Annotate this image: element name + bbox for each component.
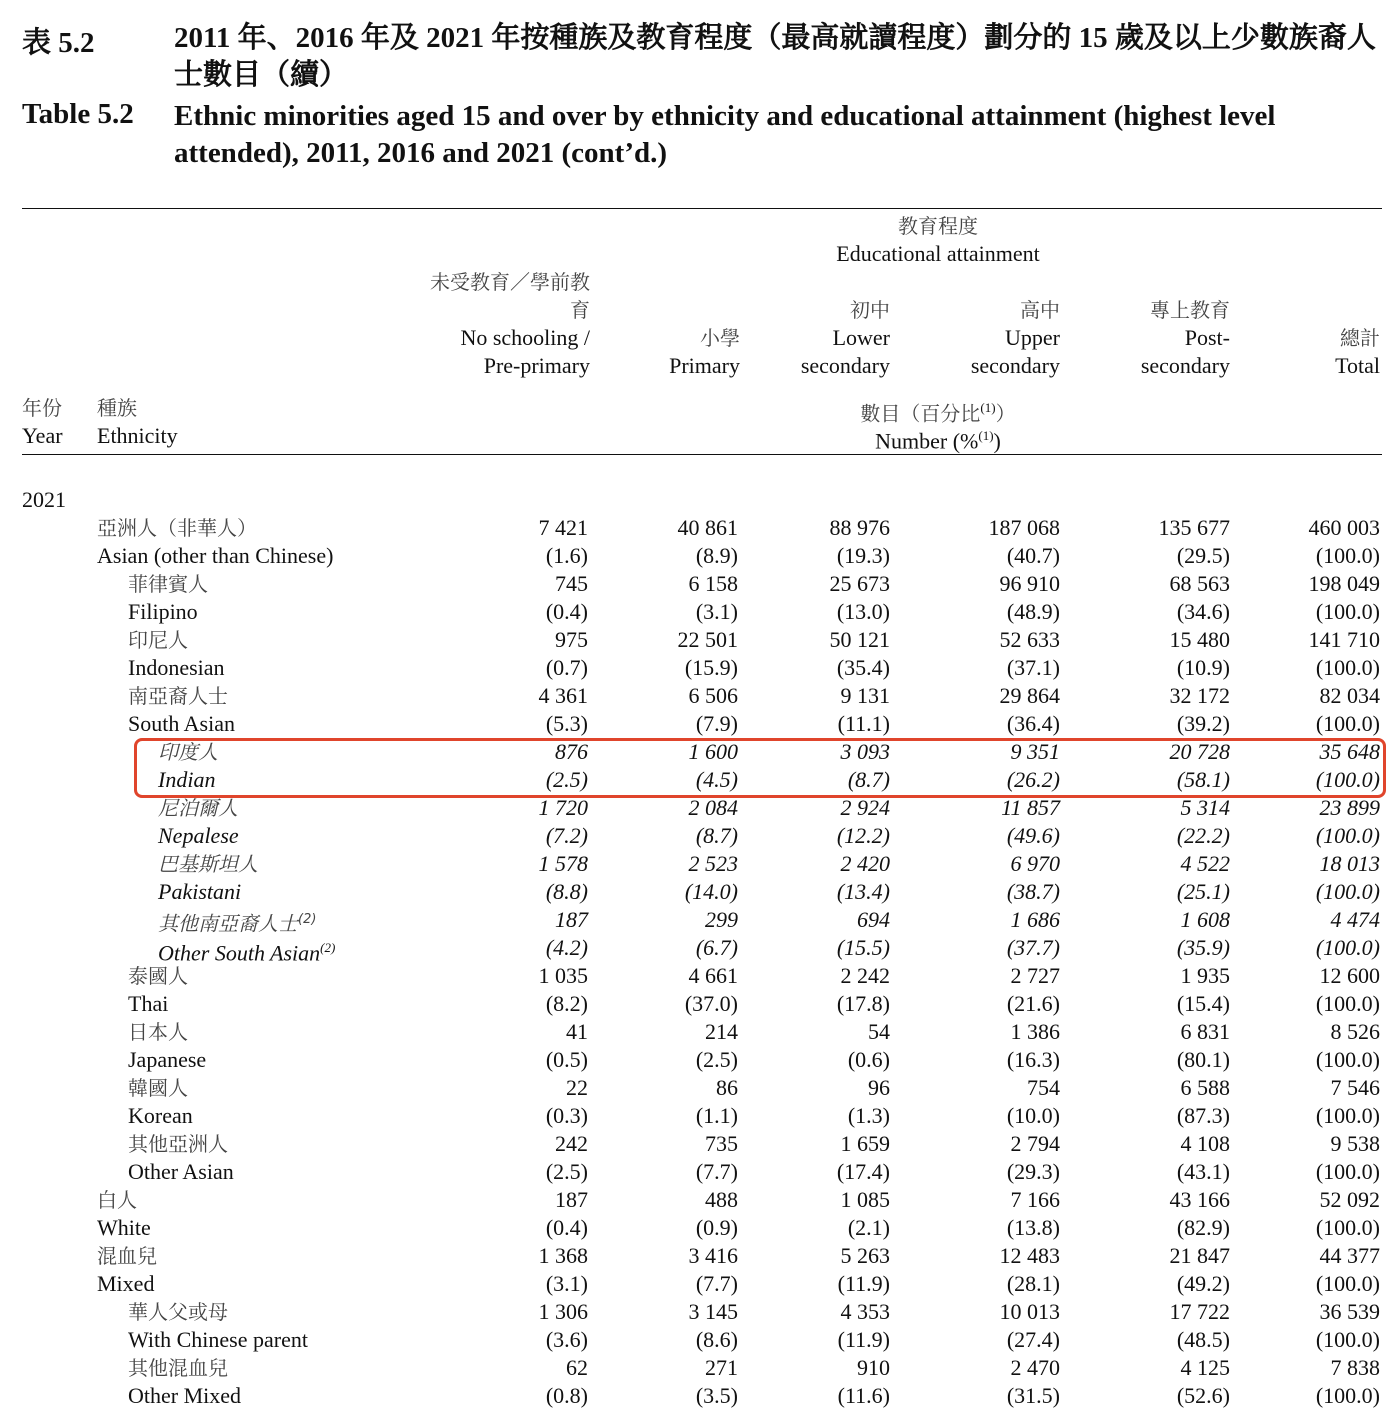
cell-percent: (21.6) — [1006, 991, 1060, 1016]
cell-number: 41 — [566, 1019, 588, 1044]
cell-percent: (29.3) — [1006, 1159, 1060, 1184]
table-title-zh-text: 2011 年、2016 年及 2021 年按種族及教育程度（最高就讀程度）劃分的 15 歲及以上少數族裔人士數目（續） — [174, 22, 1376, 91]
cell-number: 4 108 — [1180, 1131, 1230, 1156]
cell-number: 3 093 — [840, 739, 890, 764]
col-header-en1-4: Upper — [1005, 325, 1060, 350]
ethnicity-label-en: Pakistani — [158, 879, 242, 904]
cell-number: 86 — [716, 1075, 738, 1100]
cell-percent: (0.8) — [545, 1383, 588, 1408]
cell-percent: (8.8) — [545, 879, 588, 904]
table-row-percent — [0, 1326, 1400, 1354]
cell-percent: (38.7) — [1006, 879, 1060, 904]
col-header-zh-3: 初中 — [850, 298, 890, 322]
ethnicity-label-en: Filipino — [128, 599, 198, 624]
cell-number: 6 506 — [688, 683, 738, 708]
cell-number: 9 538 — [1330, 1131, 1380, 1156]
ethnicity-header-en: Ethnicity — [97, 423, 178, 448]
cell-number: 135 677 — [1158, 515, 1230, 540]
cell-number: 6 831 — [1180, 1019, 1230, 1044]
cell-number: 6 158 — [688, 571, 738, 596]
cell-number: 694 — [857, 907, 890, 932]
cell-percent: (19.3) — [836, 543, 890, 568]
cell-number: 22 — [566, 1075, 588, 1100]
table-row-percent — [0, 766, 1400, 794]
table-row-number — [0, 850, 1400, 878]
table-row-percent — [0, 542, 1400, 570]
cell-percent: (28.1) — [1006, 1271, 1060, 1296]
cell-number: 21 847 — [1169, 1243, 1230, 1268]
ethnicity-label-en: Other Asian — [128, 1159, 234, 1184]
cell-percent: (31.5) — [1006, 1383, 1060, 1408]
cell-percent: (2.1) — [847, 1215, 890, 1240]
cell-percent: (1.3) — [847, 1103, 890, 1128]
table-row-percent — [0, 1046, 1400, 1074]
table-row-percent — [0, 822, 1400, 850]
top-rule — [22, 208, 1382, 209]
table-row-number — [0, 738, 1400, 766]
cell-number: 214 — [705, 1019, 738, 1044]
cell-percent: (100.0) — [1315, 543, 1380, 568]
col-header-zh-1: 未受教育／學前教育 — [430, 270, 590, 322]
table-title-zh — [22, 20, 1382, 94]
table-row-number — [0, 570, 1400, 598]
cell-number: 2 242 — [840, 963, 890, 988]
cell-percent: (40.7) — [1006, 543, 1060, 568]
cell-number: 25 673 — [829, 571, 890, 596]
ethnicity-label-en: Mixed — [97, 1271, 155, 1296]
table-row-number — [0, 794, 1400, 822]
cell-percent: (100.0) — [1315, 1215, 1380, 1240]
cell-percent: (15.5) — [836, 935, 890, 960]
cell-number: 3 416 — [688, 1243, 738, 1268]
cell-percent: (48.5) — [1176, 1327, 1230, 1352]
ethnicity-label-en: South Asian — [128, 711, 235, 736]
cell-percent: (100.0) — [1315, 1047, 1380, 1072]
cell-percent: (3.1) — [695, 599, 738, 624]
unit-header-zh: 數目（百分比$^{(1)}$） — [860, 400, 1016, 426]
ethnicity-label-zh: 亞洲人（非華人） — [97, 516, 257, 540]
cell-number: 43 166 — [1169, 1187, 1230, 1212]
cell-percent: (2.5) — [545, 767, 588, 792]
cell-percent: (11.9) — [837, 1327, 890, 1352]
cell-percent: (58.1) — [1176, 767, 1230, 792]
cell-number: 10 013 — [999, 1299, 1060, 1324]
table-row-percent — [0, 990, 1400, 1018]
cell-number: 7 546 — [1330, 1075, 1380, 1100]
cell-percent: (8.7) — [847, 767, 890, 792]
cell-number: 20 728 — [1169, 739, 1230, 764]
cell-percent: (52.6) — [1176, 1383, 1230, 1408]
cell-number: 1 578 — [538, 851, 588, 876]
cell-number: 1 085 — [840, 1187, 890, 1212]
cell-percent: (14.0) — [684, 879, 738, 904]
cell-percent: (37.7) — [1006, 935, 1060, 960]
table-row-percent — [0, 710, 1400, 738]
table-row-percent — [0, 598, 1400, 626]
cell-number: 1 600 — [688, 739, 738, 764]
table-row-number — [0, 682, 1400, 710]
cell-number: 1 935 — [1180, 963, 1230, 988]
cell-number: 2 924 — [840, 795, 890, 820]
table-row-percent — [0, 1158, 1400, 1186]
cell-percent: (0.6) — [847, 1047, 890, 1072]
cell-number: 22 501 — [677, 627, 738, 652]
cell-number: 82 034 — [1319, 683, 1380, 708]
ethnicity-label-zh: 其他亞洲人 — [128, 1132, 228, 1156]
cell-number: 4 353 — [840, 1299, 890, 1324]
ethnicity-label-en: Asian (other than Chinese) — [97, 543, 334, 568]
cell-percent: (3.6) — [545, 1327, 588, 1352]
cell-percent: (11.6) — [837, 1383, 890, 1408]
cell-percent: (39.2) — [1176, 711, 1230, 736]
ethnicity-label-en: White — [97, 1215, 151, 1240]
cell-percent: (37.1) — [1006, 655, 1060, 680]
ethnicity-label-zh: 巴基斯坦人 — [158, 852, 258, 876]
col-header-en2-6: Total — [1335, 353, 1380, 378]
col-header-zh-5: 專上教育 — [1150, 298, 1230, 322]
cell-percent: (0.7) — [545, 655, 588, 680]
table-row-percent — [0, 934, 1400, 966]
table-title-en-text: Ethnic minorities aged 15 and over by ethnicity and educational attainment (highest level attended), 2011, 2016 and 2021 (cont’d.) — [174, 100, 1276, 169]
cell-number: 6 970 — [1010, 851, 1060, 876]
cell-number: 745 — [555, 571, 588, 596]
cell-percent: (49.2) — [1176, 1271, 1230, 1296]
ethnicity-label-zh: 華人父或母 — [128, 1300, 228, 1324]
cell-number: 910 — [857, 1355, 890, 1380]
cell-number: 271 — [705, 1355, 738, 1380]
note-mark-1: (1) — [980, 400, 996, 415]
cell-number: 88 976 — [829, 515, 890, 540]
cell-number: 54 — [868, 1019, 890, 1044]
cell-percent: (13.8) — [1006, 1215, 1060, 1240]
cell-percent: (16.3) — [1006, 1047, 1060, 1072]
cell-percent: (13.4) — [836, 879, 890, 904]
table-row-number — [0, 1130, 1400, 1158]
cell-percent: (100.0) — [1315, 1271, 1380, 1296]
table-number-en: Table 5.2 — [22, 98, 134, 130]
cell-percent: (100.0) — [1315, 655, 1380, 680]
table-row-number — [0, 514, 1400, 542]
cell-percent: (1.1) — [695, 1103, 738, 1128]
cell-number: 52 092 — [1319, 1187, 1380, 1212]
ethnicity-label-zh: 混血兒 — [97, 1244, 157, 1268]
col-header-en2-1: Pre-primary — [483, 353, 590, 378]
cell-number: 4 474 — [1330, 907, 1380, 932]
cell-percent: (100.0) — [1315, 935, 1380, 960]
cell-number: 15 480 — [1169, 627, 1230, 652]
col-header-en2-2: Primary — [669, 353, 740, 378]
cell-number: 8 526 — [1330, 1019, 1380, 1044]
ethnicity-header-zh: 種族 — [97, 396, 137, 420]
unit-header-en: Number (%$^{(1)}$) — [875, 428, 1001, 454]
cell-number: 29 864 — [999, 683, 1060, 708]
cell-percent: (11.9) — [837, 1271, 890, 1296]
cell-number: 52 633 — [999, 627, 1060, 652]
col-header-zh-4: 高中 — [1020, 298, 1060, 322]
cell-number: 1 608 — [1180, 907, 1230, 932]
cell-number: 1 720 — [538, 795, 588, 820]
cell-percent: (100.0) — [1315, 767, 1380, 792]
cell-percent: (1.6) — [545, 543, 588, 568]
cell-percent: (35.4) — [836, 655, 890, 680]
ethnicity-label-en: Indian — [158, 767, 216, 792]
cell-number: 23 899 — [1319, 795, 1380, 820]
cell-number: 876 — [555, 739, 588, 764]
cell-number: 5 263 — [840, 1243, 890, 1268]
year-header-en: Year — [22, 423, 63, 448]
cell-percent: (87.3) — [1176, 1103, 1230, 1128]
cell-percent: (0.5) — [545, 1047, 588, 1072]
cell-percent: (4.2) — [545, 935, 588, 960]
cell-percent: (0.4) — [545, 1215, 588, 1240]
table-title-en — [22, 98, 1382, 172]
header-rule — [22, 454, 1382, 455]
table-row-number — [0, 1186, 1400, 1214]
cell-number: 2 523 — [688, 851, 738, 876]
cell-number: 2 727 — [1010, 963, 1060, 988]
col-header-en2-3: secondary — [800, 353, 890, 378]
cell-percent: (100.0) — [1315, 991, 1380, 1016]
cell-number: 3 145 — [688, 1299, 738, 1324]
cell-percent: (7.7) — [695, 1159, 738, 1184]
col-header-en1-1: No schooling / — [460, 325, 590, 350]
cell-number: 1 306 — [538, 1299, 588, 1324]
cell-number: 9 131 — [840, 683, 890, 708]
cell-number: 5 314 — [1180, 795, 1230, 820]
cell-number: 488 — [705, 1187, 738, 1212]
cell-percent: (5.3) — [545, 711, 588, 736]
cell-percent: (15.4) — [1176, 991, 1230, 1016]
cell-percent: (25.1) — [1176, 879, 1230, 904]
cell-number: 1 368 — [538, 1243, 588, 1268]
cell-number: 6 588 — [1180, 1075, 1230, 1100]
table-row-number — [0, 1242, 1400, 1270]
ethnicity-label-zh: 韓國人 — [128, 1076, 188, 1100]
cell-number: 4 125 — [1180, 1355, 1230, 1380]
table-row-number — [0, 1018, 1400, 1046]
cell-percent: (0.4) — [545, 599, 588, 624]
ethnicity-label-zh: 尼泊爾人 — [158, 796, 238, 820]
table-row-number — [0, 962, 1400, 990]
cell-percent: (36.4) — [1006, 711, 1060, 736]
ethnicity-label-en: Indonesian — [128, 655, 225, 680]
cell-number: 187 068 — [988, 515, 1060, 540]
ethnicity-label-en: Japanese — [128, 1047, 207, 1072]
cell-percent: (80.1) — [1176, 1047, 1230, 1072]
cell-number: 12 600 — [1319, 963, 1380, 988]
cell-number: 754 — [1027, 1075, 1060, 1100]
cell-percent: (12.2) — [836, 823, 890, 848]
col-header-en1-5: Post- — [1184, 325, 1230, 350]
cell-percent: (37.0) — [684, 991, 738, 1016]
cell-number: 187 — [555, 907, 588, 932]
cell-percent: (35.9) — [1176, 935, 1230, 960]
ethnicity-label-zh: 印尼人 — [128, 628, 188, 652]
table-row-number — [0, 1354, 1400, 1382]
cell-number: 1 035 — [538, 963, 588, 988]
cell-percent: (27.4) — [1006, 1327, 1060, 1352]
ethnicity-label-en: Thai — [128, 991, 169, 1016]
cell-number: 9 351 — [1010, 739, 1060, 764]
cell-percent: (8.2) — [545, 991, 588, 1016]
cell-percent: (8.9) — [695, 543, 738, 568]
cell-percent: (15.9) — [684, 655, 738, 680]
year-label: 2021 — [22, 487, 66, 512]
ethnicity-label-zh: 泰國人 — [128, 964, 188, 988]
table-row-percent — [0, 1214, 1400, 1242]
ethnicity-label-zh: 印度人 — [158, 740, 218, 764]
table-row-number — [0, 906, 1400, 934]
cell-number: 62 — [566, 1355, 588, 1380]
cell-percent: (0.9) — [695, 1215, 738, 1240]
cell-percent: (100.0) — [1315, 879, 1380, 904]
cell-percent: (7.2) — [545, 823, 588, 848]
cell-number: 975 — [555, 627, 588, 652]
cell-percent: (100.0) — [1315, 823, 1380, 848]
cell-percent: (13.0) — [836, 599, 890, 624]
table-number-zh: 表 5.2 — [22, 27, 95, 59]
table-row-percent — [0, 878, 1400, 906]
cell-number: 198 049 — [1308, 571, 1380, 596]
col-header-zh-6: 總計 — [1340, 326, 1380, 350]
cell-number: 1 659 — [840, 1131, 890, 1156]
cell-percent: (17.4) — [836, 1159, 890, 1184]
cell-number: 735 — [705, 1131, 738, 1156]
cell-percent: (8.6) — [695, 1327, 738, 1352]
cell-number: 242 — [555, 1131, 588, 1156]
cell-number: 1 686 — [1010, 907, 1060, 932]
cell-number: 32 172 — [1169, 683, 1230, 708]
cell-number: 96 910 — [999, 571, 1060, 596]
ethnicity-label-en: Nepalese — [158, 823, 239, 848]
cell-percent: (4.5) — [695, 767, 738, 792]
cell-percent: (3.1) — [545, 1271, 588, 1296]
cell-number: 2 420 — [840, 851, 890, 876]
cell-percent: (100.0) — [1315, 711, 1380, 736]
cell-number: 11 857 — [1001, 795, 1060, 820]
cell-percent: (100.0) — [1315, 1159, 1380, 1184]
cell-percent: (82.9) — [1176, 1215, 1230, 1240]
ethnicity-label-zh: 南亞裔人士 — [128, 684, 228, 708]
table-row-number — [0, 1074, 1400, 1102]
cell-percent: (100.0) — [1315, 1383, 1380, 1408]
cell-percent: (29.5) — [1176, 543, 1230, 568]
footnote-mark: (2) — [298, 912, 317, 927]
cell-number: 7 838 — [1330, 1355, 1380, 1380]
cell-number: 18 013 — [1319, 851, 1380, 876]
cell-number: 17 722 — [1169, 1299, 1230, 1324]
cell-number: 50 121 — [829, 627, 890, 652]
ethnicity-label-en: With Chinese parent — [128, 1327, 308, 1352]
cell-number: 35 648 — [1319, 739, 1380, 764]
table-row-percent — [0, 1382, 1400, 1410]
ethnicity-label-en: Other Mixed — [128, 1383, 242, 1408]
ethnicity-label-en: Korean — [128, 1103, 193, 1128]
cell-number: 7 421 — [538, 515, 588, 540]
cell-number: 141 710 — [1308, 627, 1380, 652]
ethnicity-label-zh: 白人 — [97, 1188, 137, 1212]
col-header-en2-5: secondary — [1140, 353, 1230, 378]
group-header-en: Educational attainment — [836, 241, 1040, 266]
ethnicity-label-zh: 其他混血兒 — [128, 1356, 228, 1380]
cell-percent: (43.1) — [1176, 1159, 1230, 1184]
cell-number: 7 166 — [1010, 1187, 1060, 1212]
cell-percent: (100.0) — [1315, 1103, 1380, 1128]
table-row-percent — [0, 654, 1400, 682]
cell-number: 4 361 — [538, 683, 588, 708]
cell-percent: (6.7) — [695, 935, 738, 960]
year-header-zh: 年份 — [22, 396, 62, 420]
table-row-percent — [0, 1270, 1400, 1298]
cell-percent: (22.2) — [1176, 823, 1230, 848]
col-header-en1-3: Lower — [832, 325, 890, 350]
group-header-zh: 教育程度 — [898, 214, 978, 238]
cell-percent: (3.5) — [695, 1383, 738, 1408]
cell-percent: (7.7) — [695, 1271, 738, 1296]
cell-percent: (100.0) — [1315, 1327, 1380, 1352]
year-row — [0, 486, 1400, 514]
cell-percent: (7.9) — [695, 711, 738, 736]
cell-number: 12 483 — [999, 1243, 1060, 1268]
cell-percent: (17.8) — [836, 991, 890, 1016]
cell-percent: (10.0) — [1006, 1103, 1060, 1128]
cell-percent: (2.5) — [695, 1047, 738, 1072]
ethnicity-label-zh: 日本人 — [128, 1020, 188, 1044]
cell-number: 2 084 — [688, 795, 738, 820]
cell-percent: (34.6) — [1176, 599, 1230, 624]
cell-number: 68 563 — [1169, 571, 1230, 596]
cell-percent: (2.5) — [545, 1159, 588, 1184]
cell-percent: (10.9) — [1176, 655, 1230, 680]
cell-number: 187 — [555, 1187, 588, 1212]
cell-number: 2 470 — [1010, 1355, 1060, 1380]
cell-number: 36 539 — [1319, 1299, 1380, 1324]
cell-number: 44 377 — [1319, 1243, 1380, 1268]
ethnicity-label-zh: 菲律賓人 — [128, 572, 208, 596]
cell-percent: (48.9) — [1006, 599, 1060, 624]
cell-percent: (26.2) — [1006, 767, 1060, 792]
cell-number: 4 661 — [688, 963, 738, 988]
cell-percent: (8.7) — [695, 823, 738, 848]
table-row-number — [0, 626, 1400, 654]
cell-percent: (0.3) — [545, 1103, 588, 1128]
cell-number: 96 — [868, 1075, 890, 1100]
ethnicity-label-en: Other South Asian$^{(2)}$ — [158, 940, 336, 966]
cell-number: 1 386 — [1010, 1019, 1060, 1044]
cell-number: 2 794 — [1010, 1131, 1060, 1156]
cell-percent: (49.6) — [1006, 823, 1060, 848]
cell-percent: (11.1) — [837, 711, 890, 736]
col-header-en2-4: secondary — [970, 353, 1060, 378]
cell-number: 299 — [705, 907, 738, 932]
table-row-percent — [0, 1102, 1400, 1130]
cell-number: 40 861 — [677, 515, 738, 540]
cell-percent: (100.0) — [1315, 599, 1380, 624]
note-mark-1-en: (1) — [978, 428, 994, 443]
col-header-zh-2: 小學 — [700, 326, 740, 350]
ethnicity-label-zh: 其他南亞裔人士$^{(2)}$ — [158, 911, 317, 936]
table-row-number — [0, 1298, 1400, 1326]
cell-number: 4 522 — [1180, 851, 1230, 876]
cell-number: 460 003 — [1308, 515, 1380, 540]
footnote-mark: (2) — [320, 940, 336, 955]
